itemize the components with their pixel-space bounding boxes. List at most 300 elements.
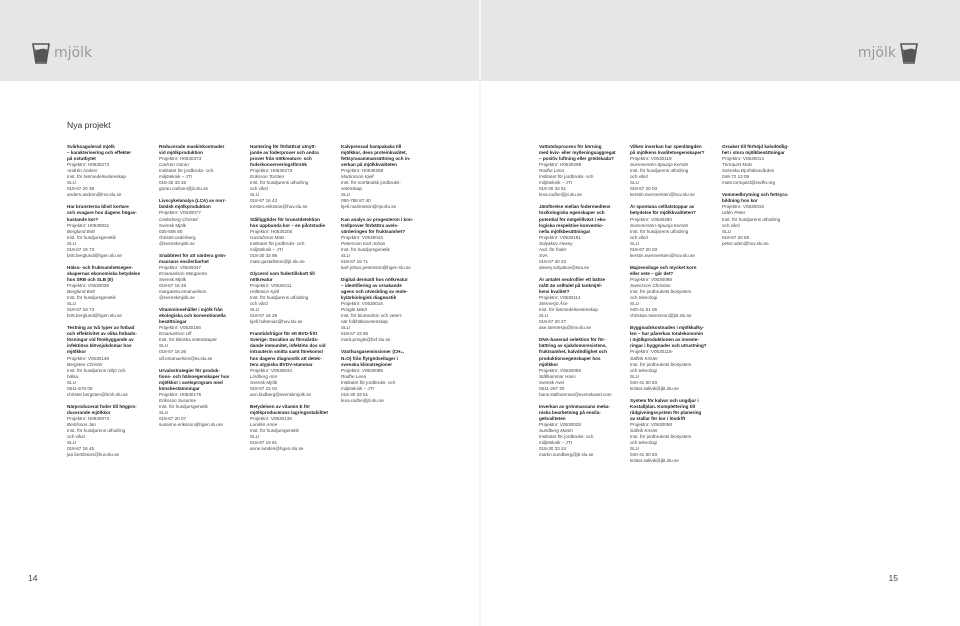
project-detail[interactable]: hans.stalhammar@svenskavel.com — [539, 391, 612, 397]
project-detail: Inst. för jordbrukets biosystem — [630, 289, 692, 295]
project-detail: 0511-267 20 — [539, 385, 565, 391]
project-leader: Rodhe Lena — [341, 373, 367, 379]
project-title-line: mjölkproducerans lagringsstabilitet — [250, 409, 328, 415]
project-detail[interactable]: peter.uden@huv.slu.se — [722, 240, 769, 246]
project-detail[interactable]: karl-johan.petersson@hgen.slu.se — [341, 264, 411, 270]
project-detail[interactable]: mats.gustafsson@jti.slu.se — [250, 258, 305, 264]
project-title-line: Sverige: Duration av försvårds- — [250, 337, 319, 343]
project-detail: miljöteknik – JTI — [341, 385, 374, 391]
section-title: Nya projekt — [67, 120, 111, 130]
project-detail: och vård — [630, 174, 648, 180]
project-title-line: Livscykelanalys (LCA) av norr- — [159, 198, 227, 204]
project-detail[interactable]: kerstin.svennersten@huv.slu.se — [630, 192, 695, 198]
project-entry — [630, 265, 718, 319]
project-detail: Institutet för jordbruks- och — [250, 240, 305, 246]
project-title-line: mjölkkor, dess proteinkvalitet, — [341, 150, 407, 156]
project-detail: Projektnr: V0530088 — [630, 276, 672, 282]
project-detail[interactable]: kjell.holtenius@huv.slu.se — [250, 319, 303, 325]
project-leader: Eriksson Torsten — [250, 174, 285, 180]
project-detail[interactable]: lena.rodhe@jti.slu.se — [341, 397, 384, 403]
project-title-line: kylärbiologisk diagnostik — [341, 295, 397, 301]
project-title-line: Glycerol som fodertillskott till — [250, 270, 315, 276]
project-title-line: Orsaker till förhöjd kalvdödlig- — [722, 144, 789, 149]
project-title-line: prover från nötkreaturs- och — [250, 156, 312, 162]
project-detail: SLU — [67, 240, 76, 246]
project-detail[interactable]: @svenskmjolk.se — [159, 295, 195, 301]
project-title-line: mjölkkor — [539, 361, 559, 367]
column-6 — [630, 144, 718, 470]
project-detail: miljöteknik – JTI — [159, 174, 192, 180]
project-detail: 040-41 50 83 — [630, 452, 658, 458]
project-leader: Emanuelson Margareta — [159, 270, 207, 276]
project-detail[interactable]: ulf.emanuelson@kv.slu.se — [159, 355, 213, 361]
project-detail: 018-67 18 26 — [159, 349, 187, 355]
project-title-line: niska bearbetning på ensila- — [539, 409, 601, 415]
project-title-line: Har brunsterna blivit kortare — [67, 204, 129, 210]
project-detail: Projektnr: V0530280 — [630, 216, 672, 222]
project-title-line: Är spontana celltalstoppar av — [630, 204, 695, 210]
project-detail[interactable]: alexey.solyakov@sva.se — [539, 264, 590, 270]
project-detail: Avd. för foder — [539, 246, 567, 252]
project-detail: Projektnr: H0530272 — [67, 162, 110, 168]
project-detail: Institutet för jordbruks- och — [159, 168, 214, 174]
project-entry — [630, 398, 718, 465]
project-leader: Swensson Christian — [630, 282, 671, 288]
project-detail: 018-67 23 04 — [250, 385, 278, 391]
project-detail[interactable]: susanne.eriksson@hgen.slu.se — [159, 421, 223, 427]
project-leader: Cederberg Christel — [159, 216, 198, 222]
project-detail: Svensk Mjölk — [159, 276, 187, 282]
mjolk-logo-right — [858, 42, 918, 64]
project-detail: 018-67 20 03 — [630, 246, 658, 252]
project-title-line: Byggnadskostnaden i mjölkkalky- — [630, 325, 705, 331]
project-detail[interactable]: ase.sternesjo@lmv.slu.se — [539, 325, 592, 331]
project-title-line: Hälso- och fruktsamhetsegen- — [67, 264, 133, 270]
project-leader: Stålhammar Hans — [539, 373, 576, 379]
project-title-line: lösningar vid förebyggande av — [67, 337, 134, 343]
project-detail: 018-67 20 38 — [67, 186, 95, 192]
milk-glass-icon — [900, 42, 918, 64]
project-detail: Projektnr: H0530205 — [250, 228, 293, 234]
project-detail: vetenskap — [341, 186, 362, 192]
project-detail[interactable]: britt.berglund@hgen.slu.se — [67, 252, 122, 258]
project-detail: SLU — [67, 301, 76, 307]
project-detail: hälsa — [67, 373, 78, 379]
project-detail: och teknologi — [630, 440, 658, 446]
project-title-line: ekologiska och konventionella — [159, 313, 226, 319]
project-detail: 035-506 80 — [159, 228, 183, 234]
project-entry — [159, 198, 247, 246]
project-detail[interactable]: krister.sallvik@jbt.slu.se — [630, 385, 679, 391]
project-detail[interactable]: martin.sundberg@jti.slu.se — [539, 452, 594, 458]
project-leader: Martinsson Kjell — [341, 174, 374, 180]
project-detail: SLU — [250, 307, 259, 313]
project-entry — [539, 204, 627, 271]
project-leader: Solyakov Alexey — [539, 240, 573, 246]
project-entry — [159, 253, 247, 301]
project-detail: Inst. för livsmedelsvetenskap — [539, 307, 598, 313]
project-title-line: Stålliggtider för brunstdetektion — [250, 216, 320, 222]
project-detail: Projektnr: V0530019 — [722, 204, 764, 210]
project-detail: SLU — [159, 343, 168, 349]
project-title-line: Vitamininnehållet i mjölk från — [159, 307, 223, 313]
project-title-line: och effektivitet av olika fotbads- — [67, 331, 137, 337]
project-title-line: kastande kor? — [67, 216, 99, 222]
project-detail: Projektnr: V0530059 — [539, 367, 581, 373]
project-detail: och vård — [630, 234, 648, 240]
project-title-line: besättningar — [159, 319, 187, 325]
project-entry — [67, 204, 155, 258]
project-title-line: hos SRB och SLB (II) — [67, 276, 113, 282]
project-entry — [539, 277, 627, 331]
project-title-line: värderingen för fruktsamhet? — [341, 228, 406, 234]
project-detail: SLU — [630, 240, 639, 246]
project-title-line: Kan analys av progesteron i kon- — [341, 216, 414, 222]
project-leader: Lundén Anne — [250, 421, 278, 427]
project-detail: Projektnr: V0530211 — [250, 282, 292, 288]
project-detail: Projektnr: V0530044 — [250, 367, 292, 373]
project-title-line: DNA-baserad selektion för för- — [539, 337, 606, 343]
project-detail: 040-41 51 06 — [630, 307, 658, 313]
project-title-line: Kalvpressad hampakaka till — [341, 144, 402, 149]
project-detail[interactable]: ann.lindberg@svenskmjolk.se — [250, 391, 312, 397]
project-detail: 018-67 19 73 — [67, 307, 95, 313]
project-detail: Projektnr: V0530039 — [67, 282, 109, 288]
project-title-line: Reducerade maskinkostnader — [159, 144, 225, 149]
project-entry — [159, 307, 247, 361]
project-detail: miljöteknik – JTI — [250, 246, 283, 252]
project-detail: 018-30 33 24 — [539, 446, 567, 452]
project-detail: 018-30 33 51 — [539, 186, 567, 192]
project-leader: Svennersten-Sjaunja Kerstin — [630, 222, 689, 228]
project-leader: Sundberg Martin — [539, 428, 573, 434]
project-leader: Svennersten-Sjaunja Kerstin — [630, 162, 689, 168]
project-detail[interactable]: christian.swensson@jbt.slu.se — [630, 313, 692, 319]
project-detail: Projektnr: H0530175 — [159, 391, 202, 397]
project-leader: Andrén Anders — [67, 168, 98, 174]
project-detail: Svenska Djurhälsovården — [722, 168, 775, 174]
project-detail: 018-67 20 58 — [722, 234, 750, 240]
project-detail: Projektnr: V0530014 — [722, 156, 764, 162]
project-detail: Projektnr: H0530268 — [341, 168, 384, 174]
project-detail: Inst. för husdjursgenetik — [341, 246, 390, 252]
milk-glass-icon — [32, 42, 50, 64]
project-detail: 018-67 20 07 — [159, 415, 187, 421]
project-detail: Projektnr: H0530273 — [250, 168, 293, 174]
project-entry — [250, 271, 338, 325]
project-title-line: rådgivningssystem för planering — [630, 409, 702, 415]
project-detail: Projektnr: V0530028 — [539, 421, 581, 427]
project-detail[interactable]: @svenskmjolk.se — [159, 240, 195, 246]
project-detail: SLU — [630, 446, 639, 452]
project-detail: Inst. för livsmedelsvetenskap — [67, 174, 126, 180]
project-detail: 090-786 87 40 — [341, 198, 371, 204]
project-title-line: Framtidsfrågor för ett BVD-fritt — [250, 331, 318, 337]
column-3 — [250, 144, 338, 458]
project-title-line: Är antalet neutrofiler ett bättre — [539, 276, 606, 282]
project-detail[interactable]: anders.andren@lmv.slu.se — [67, 192, 122, 198]
project-leader: Gustafsson Mats — [250, 234, 285, 240]
project-detail[interactable]: britt.berglund@hgen.slu.se — [67, 313, 122, 319]
project-title-line: System för kalvar och ungdjur i — [630, 397, 699, 403]
project-title-line: Vilken inverkan har spenlängden — [630, 144, 702, 149]
project-title-line: bättring av sjukdomsresistens, — [539, 343, 607, 349]
project-title-line: av stallar för kor i lösdrift — [630, 415, 686, 421]
project-title-line: fruktsamhet, kalvdödlighet och — [539, 349, 607, 355]
project-leader: Sällvik Krister — [630, 355, 658, 361]
project-entry — [341, 349, 429, 403]
project-detail: Inst. för husdjurens utfodring — [67, 428, 126, 434]
project-detail: Inst. för husdjurens utfodring — [250, 180, 309, 186]
project-title-line: nötkreatur — [250, 276, 273, 282]
project-title-line: foderkonserveringsförsök — [250, 162, 307, 168]
project-title-line: Testning av två typer av fotbad — [67, 325, 135, 331]
project-detail: SLU — [67, 379, 76, 385]
project-leader: Bergsten Christer — [67, 361, 103, 367]
project-title-line: Majsensilage och mycket korn — [630, 264, 697, 270]
project-detail: Projektnr: H0530298 — [539, 162, 582, 168]
project-entry — [67, 265, 155, 319]
project-detail: och vård — [67, 434, 85, 440]
project-title-line: mjölkkor i avelsprogram med — [159, 379, 223, 385]
project-detail: SLU — [630, 373, 639, 379]
project-title-line: med kviv- eller mylleningsaggregat — [539, 150, 616, 156]
project-detail[interactable]: goran.carlson@jti.slu.se — [159, 186, 209, 192]
project-detail: Projektnr: V0530149 — [67, 355, 109, 361]
project-title-line: tions- och hälsoegenskaper hos — [159, 373, 230, 379]
project-detail[interactable]: kerstin.svennersten@huv.slu.se — [630, 252, 695, 258]
project-title-line: Växthusgasemissioner (CH₄, — [341, 349, 404, 355]
project-detail: Projektnr: H0530031 — [67, 222, 110, 228]
project-title-line: infektiösa klövsjukdomar hos — [67, 343, 132, 349]
project-detail: Projektnr: V0530043 — [341, 234, 383, 240]
project-title-line: skapernas ekonomiska betydelse — [67, 270, 141, 276]
project-detail: Projektnr: V0530058 — [630, 421, 672, 427]
project-detail: christel.cederberg — [159, 234, 196, 240]
project-detail: Inst. för jordbrukets biosystem — [630, 361, 692, 367]
project-leader: Eriksson Susanne — [159, 397, 197, 403]
project-title-line: Digital dermatit hos nötkreatur — [341, 276, 408, 282]
project-detail: Projektnr: V0530119 — [630, 156, 672, 162]
project-detail: 018-67 16 45 — [67, 446, 95, 452]
project-detail: Projektnr: V0530156 — [159, 325, 201, 331]
project-detail: SLU — [630, 301, 639, 307]
project-title-line: agens och utveckling av mole- — [341, 289, 408, 295]
project-title-line: gekvaliteten — [539, 415, 566, 421]
project-detail[interactable]: mats.tornquist@svdhv.org — [722, 180, 776, 186]
project-detail: SLU — [341, 192, 350, 198]
project-detail: Projektnr: H0530072 — [67, 415, 110, 421]
project-detail[interactable]: kjell.martinsson@njv.slu.se — [341, 204, 397, 210]
project-detail: 018-67 40 23 — [539, 258, 567, 264]
project-detail: Projektnr: V0530135 — [250, 415, 292, 421]
project-title-line: i mjölkproduktionen av investe- — [630, 337, 699, 343]
project-title-line: ringar i byggnader och utrustning? — [630, 343, 707, 349]
project-title-line: – identifiering av orsakande — [341, 282, 402, 288]
project-leader: Lindberg Ann — [250, 373, 278, 379]
project-title-line: könsbestämningar — [159, 385, 200, 391]
project-title-line: vid mjölkproduktion — [159, 150, 203, 156]
project-entry — [341, 144, 429, 211]
project-detail: Inst. för husdjursgenetik — [67, 234, 116, 240]
project-detail: Inst. för husdjurens utfodring — [722, 216, 781, 222]
project-title-line: bildning hos kor — [722, 198, 758, 204]
project-detail: Inst. för husdjurens utfodring — [250, 295, 309, 301]
project-leader: Holtenius Kjell — [250, 289, 280, 295]
page-number-left: 14 — [28, 573, 38, 583]
project-detail: Inst. för husdjurens miljö och — [67, 367, 126, 373]
project-detail: 046-72 13 05 — [722, 174, 750, 180]
project-title-line: logiska respektive konventio- — [539, 222, 604, 228]
right-page — [481, 0, 960, 626]
project-detail: Projektnr: V0530016 — [341, 301, 383, 307]
project-detail: och vård — [250, 186, 268, 192]
page-number-right: 15 — [888, 573, 898, 583]
project-detail: 018-30 33 98 — [250, 252, 278, 258]
project-title-line: eller vete – går det? — [630, 270, 674, 276]
project-title-line: potential för mögelillväxt i eko- — [539, 216, 607, 222]
project-leader: Bertilsson Jan — [67, 421, 96, 427]
project-detail: 018-67 20 27 — [539, 319, 567, 325]
project-detail: Inst. för norrländsk jordbruks- — [341, 180, 401, 186]
column-4 — [341, 144, 429, 410]
project-leader: Pringle Märit — [341, 307, 367, 313]
project-detail: SVA — [539, 252, 548, 258]
project-detail: Projektnr: H0530373 — [159, 156, 202, 162]
project-title-line: Vommedbrytning och fettsyra- — [722, 192, 789, 198]
project-detail[interactable]: jan.bertilsson@huv.slu.se — [67, 452, 120, 458]
project-title-line: Snabbtest för att värdera grön- — [159, 252, 227, 258]
column-7 — [722, 144, 810, 253]
project-title-line: Betydelsen av vitamin E för — [250, 403, 310, 409]
project-detail: Projektnr: V0530047 — [159, 264, 201, 270]
project-entry — [67, 144, 155, 198]
project-detail: 018-67 23 86 — [341, 331, 369, 337]
project-detail[interactable]: christer.bergsten@hmh.slu.se — [67, 391, 128, 397]
project-entry — [159, 368, 247, 428]
project-detail: 040-41 50 83 — [630, 379, 658, 385]
project-detail: och vård — [250, 301, 268, 307]
project-title-line: på ostutbytet — [67, 156, 96, 162]
project-title-line: len – hur påverkas totalekonomin — [630, 331, 704, 337]
project-title-line: mjölkkor — [67, 349, 87, 355]
project-entry — [630, 144, 718, 198]
project-entry — [250, 217, 338, 265]
project-title-line: ländsk mjölkproduktion — [159, 204, 211, 210]
project-title-line: dande immunitet, infektiös dos vid — [250, 343, 326, 349]
project-entry — [722, 192, 810, 246]
project-entry — [250, 331, 338, 398]
project-title-line: Närproducerat foder till högpro- — [67, 403, 137, 409]
project-detail[interactable]: marit.pringle@bvf.slu.se — [341, 337, 391, 343]
project-detail: SLU — [250, 192, 259, 198]
project-detail: och vård — [722, 222, 740, 228]
project-entry — [250, 144, 338, 211]
project-entry — [630, 204, 718, 258]
project-title-line: – positiv luftning eller grödskada? — [539, 156, 614, 162]
project-title-line: Svårkoagulerad mjölk — [67, 144, 115, 149]
project-leader: Sternesjö Åse — [539, 301, 568, 307]
project-leader: Carlson Göran — [159, 162, 189, 168]
project-detail: Svensk Mjölk — [250, 379, 278, 385]
project-leader: Berglund Britt — [67, 228, 95, 234]
column-5 — [539, 144, 627, 464]
project-detail: SLU — [67, 440, 76, 446]
project-detail: Inst. för kliniska vetenskaper — [159, 337, 217, 343]
project-detail: 018-67 20 03 — [630, 186, 658, 192]
logo-text: mjölk — [54, 45, 93, 61]
project-detail: Projektnr: V0530077 — [159, 210, 201, 216]
project-title-line: toxikologiska egenskaper och — [539, 210, 605, 216]
project-detail: SLU — [341, 325, 350, 331]
project-detail[interactable]: anne.lunden@hgen.slu.se — [250, 446, 304, 452]
project-leader: Törnquist Mats — [722, 162, 753, 168]
project-title-line: och svagare hos dagens högav- — [67, 210, 137, 216]
project-title-line: Vattnödsprocess för körning — [539, 144, 602, 149]
project-title-line: på mjölkens kvalitetsegenskaper? — [630, 150, 705, 156]
project-title-line: Inverkan av grönmassans meka- — [539, 403, 610, 409]
project-entry — [341, 217, 429, 271]
project-detail: Institutet för jordbruks- och — [341, 379, 396, 385]
project-detail: SLU — [159, 409, 168, 415]
project-detail: när folkhälsovetenskap — [341, 319, 388, 325]
project-title-line: massans ensilerbarhet — [159, 258, 209, 264]
project-title-line: verkan på mjölkkvaliteten — [341, 162, 397, 168]
left-page — [0, 0, 479, 626]
project-detail: Projektnr: V0530114 — [539, 295, 581, 301]
project-detail: 018-67 16 29 — [250, 313, 278, 319]
project-detail: SLU — [250, 434, 259, 440]
project-detail: SLU — [341, 252, 350, 258]
project-entry — [67, 404, 155, 458]
project-detail[interactable]: lena.rodhe@jti.slu.se — [539, 192, 582, 198]
project-detail: Inst. för jordbrukets biosystem — [630, 434, 692, 440]
project-title-line: Jämförelse mellan fodermedlens — [539, 204, 611, 210]
project-entry — [67, 325, 155, 398]
project-detail: miljöteknik – JTI — [539, 440, 572, 446]
project-detail: 0511-670 00 — [67, 385, 93, 391]
mjolk-logo — [32, 42, 92, 64]
project-detail: SLU — [630, 180, 639, 186]
project-leader: Petersson Karl-Johan — [341, 240, 386, 246]
project-title-line: fettsyrasammansättning och in- — [341, 156, 411, 162]
project-detail: och teknologi — [630, 367, 658, 373]
column-1 — [67, 144, 155, 464]
project-title-line: svenska klimatregioner — [341, 361, 393, 367]
project-detail[interactable]: krister.sallvik@jbt.slu.se — [630, 458, 679, 464]
project-detail: Svensk Mjölk — [159, 222, 187, 228]
project-title-line: intrauterin smitta samt förekomst — [250, 349, 324, 355]
project-leader: Berglund Britt — [67, 289, 95, 295]
project-leader: Udén Peter — [722, 210, 746, 216]
project-detail: Projektnr: V0530116- — [630, 349, 674, 355]
project-detail: 018-67 19 61 — [250, 440, 278, 446]
project-detail: 018-67 16 49 — [159, 282, 187, 288]
project-detail: 018-67 16 43 — [250, 198, 278, 204]
project-detail[interactable]: torsten.eriksson@huv.slu.se — [250, 204, 308, 210]
project-title-line: nella mjölkbesättningar — [539, 228, 591, 234]
column-2 — [159, 144, 247, 434]
project-title-line: produktionsegenskaper hos — [539, 355, 601, 361]
project-detail: 018-67 19 73 — [67, 246, 95, 252]
project-detail: Institutet för jordbruks- och — [539, 174, 594, 180]
project-detail: Svensk Avel — [539, 379, 564, 385]
project-entry — [630, 325, 718, 392]
project-detail: SLU — [539, 313, 548, 319]
project-entry — [539, 337, 627, 397]
project-detail: Inst. för biomedicin och veteri- — [341, 313, 403, 319]
project-detail: Inst. för husdjurens utfodring — [630, 228, 689, 234]
